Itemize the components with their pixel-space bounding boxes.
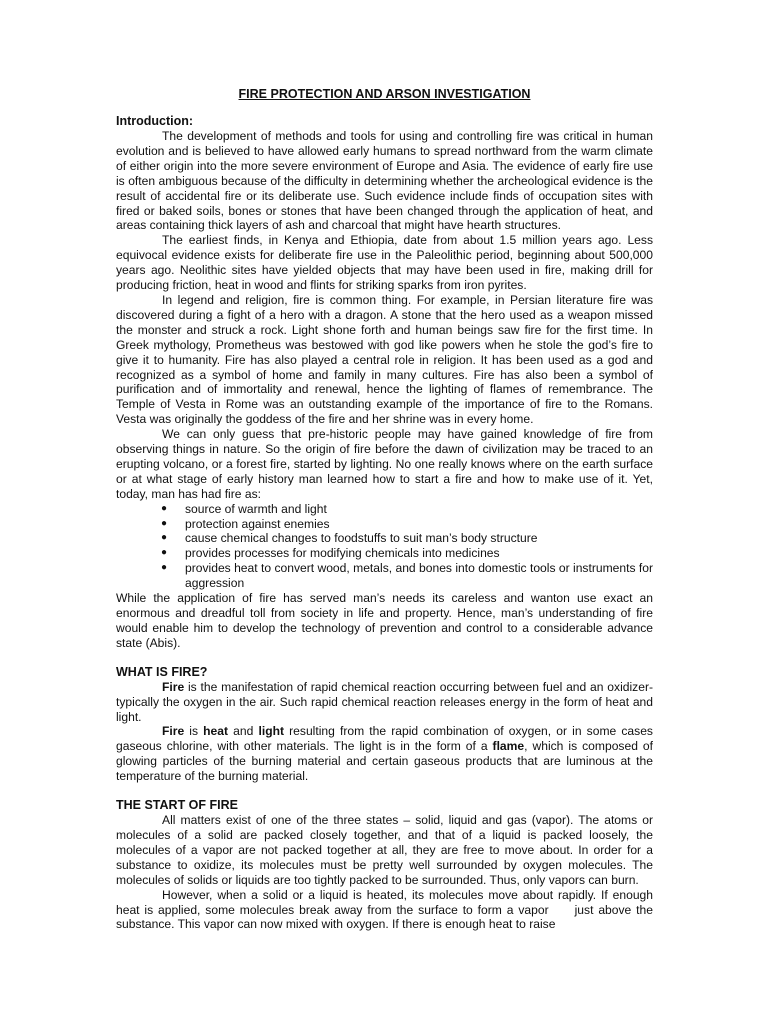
list-item: ● provides heat to convert wood, metals, and bones into domestic tools or instruments for aggression — [161, 561, 653, 591]
intro-paragraph-3: In legend and religion, fire is common thing. For example, in Persian literature fire was discovered during a fight of a hero with a dragon. A stone that the hero used as a weapon missed the monster and struck a rock. Light shone forth and human beings saw fire for the first time. In Greek mythology, Prometheus was bestowed with god like powers when he stole the god’s fire to give it to humanity. Fire has also played a central role in religion. It has been used as a god and recognized as a symbol of home and family in many cultures. Fire has also been a symbol of purification and of immortality and renewal, hence the lighting of flames of remembrance. The Temple of Vesta in Rome was an outstanding example of the importance of fire to the Romans. Vesta was originally the goddess of the fire and her shrine was in every home. — [116, 292, 653, 427]
start-of-fire-paragraph-1: All matters exist of one of the three states – solid, liquid and gas (vapor). The atoms or molecules of a solid are packed closely together, and that of a liquid is packed loosely, the molecules of a vapor are not packed together at all, they are free to move about. In order for a substance to oxidize, its molecules must be pretty well surrounded by oxygen molecules. The molecules of solids or liquids are too tightly packed to be surrounded. Thus, only vapors can burn. — [116, 813, 653, 887]
intro-paragraph-2: The earliest finds, in Kenya and Ethiopia, date from about 1.5 million years ago. Less equivocal evidence exists for deliberate fire use in the Paleolithic period, beginning about 500,000 years ago. Neolithic sites have yielded objects that may have been used in fire, making drill for producing friction, heat in wood and flints for striking sparks from iron pyrites. — [116, 233, 653, 293]
intro-paragraph-1: The development of methods and tools for using and controlling fire was critical in human evolution and is believed to have allowed early humans to spread northward from the warm climate of either origin into the more severe environment of Europe and Asia. The evidence of early fire use is often ambiguous because of the difficulty in determining whether the archeological evidence is the result of accidental fire or its deliberate use. Such evidence include finds of occupation sites with fired or baked soils, bones or stones that have been changed through the application of heat, and areas containing thick layers of ash and charcoal that might have hearth structures. — [116, 129, 653, 233]
introduction-section — [116, 114, 653, 651]
list-item: ● provides processes for modifying chemicals into medicines — [161, 546, 500, 561]
bullet-icon: ● — [161, 562, 168, 574]
bullet-icon: ● — [161, 547, 168, 559]
fire-uses-list — [116, 502, 653, 591]
bullet-icon: ● — [161, 502, 168, 514]
list-item: ● cause chemical changes to foodstuffs to suit man’s body structure — [161, 531, 538, 546]
what-is-fire-heading: WHAT IS FIRE? — [116, 664, 208, 679]
list-item: ● source of warmth and light — [161, 501, 327, 516]
bullet-icon: ● — [161, 532, 168, 544]
introduction-heading: Introduction: — [116, 114, 194, 128]
bullet-icon: ● — [161, 517, 168, 529]
what-is-fire-paragraph-2: Fire is heat and light resulting from the rapid combination of oxygen, or in some cases gaseous chlorine, with other materials. The light is in the form of a flame, which is composed of glowing particles of the burning material and certain gaseous products that are luminous at the temperature of the burning material. — [116, 724, 653, 784]
document-title: FIRE PROTECTION AND ARSON INVESTIGATION — [238, 87, 531, 101]
start-of-fire-paragraph-2: However, when a solid or a liquid is heated, its molecules move about rapidly. If enough heat is applied, some molecules break away from the surface to form a vapor just above the substance. This vapor can now mixed with oxygen. If there is enough heat to raise — [116, 887, 653, 932]
what-is-fire-section — [116, 665, 653, 784]
start-of-fire-section — [116, 798, 653, 932]
start-of-fire-heading: THE START OF FIRE — [116, 798, 238, 813]
intro-closing-paragraph: While the application of fire has served man’s needs its careless and wanton use exact an enormous and dreadful toll from society in life and property. Hence, man’s understanding of fire would enable him to develop the technology of prevention and control to a considerable advance state (Abis). — [116, 591, 653, 650]
what-is-fire-paragraph-1: Fire is the manifestation of rapid chemical reaction occurring between fuel and an oxidizer- typically the oxygen in the air. Such rapid chemical reaction releases energy in the form of heat and light. — [116, 679, 653, 724]
list-item: ● protection against enemies — [161, 516, 330, 531]
intro-paragraph-4: We can only guess that pre-historic people may have gained knowledge of fire from observing things in nature. So the origin of fire before the dawn of civilization may be traced to an erupting volcano, or a forest fire, started by lighting. No one really knows where on the earth surface or at what stage of early history man learned how to start a fire and how to make use of it. Yet, today, man has had fire as: — [116, 427, 653, 501]
